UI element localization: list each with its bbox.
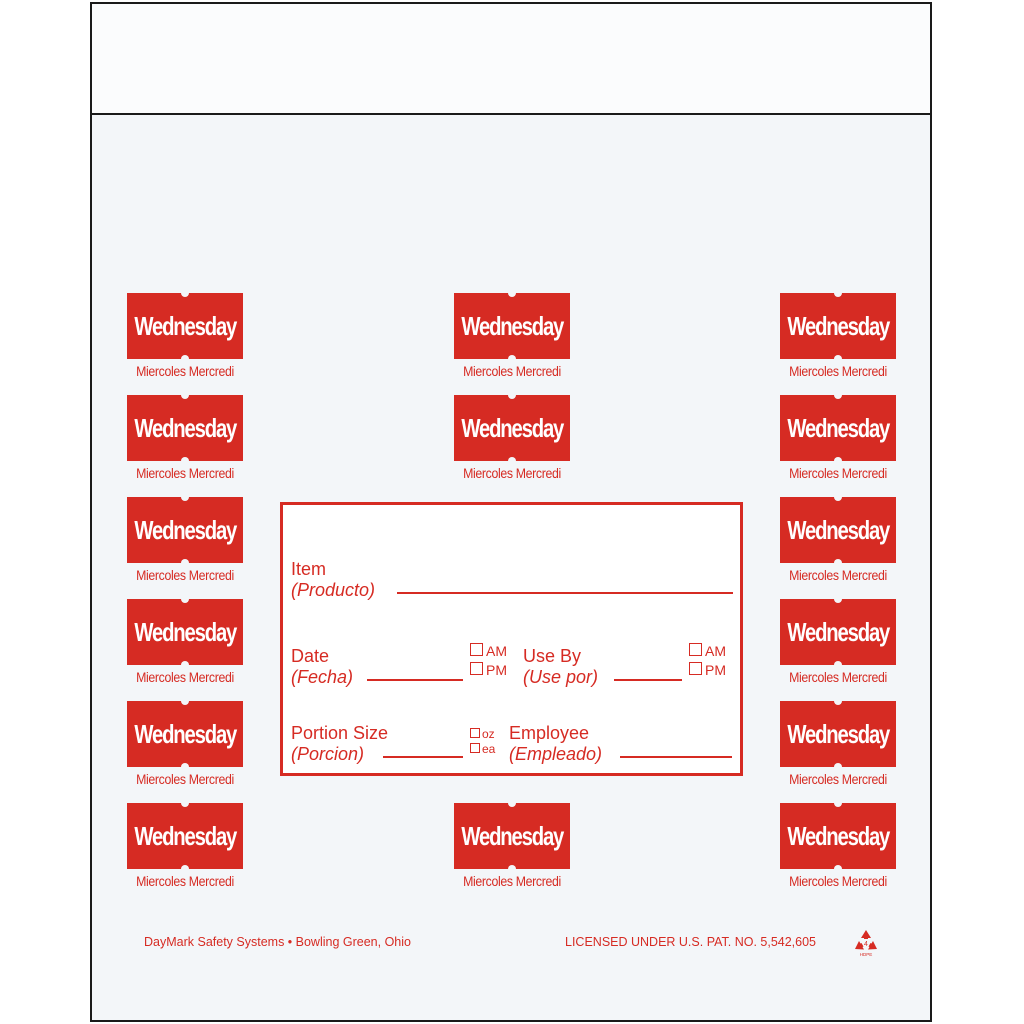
day-tag	[454, 803, 570, 889]
day-subtitle: Miercoles Mercredi	[136, 669, 234, 685]
day-tag	[780, 497, 896, 583]
day-label: Wednesday	[134, 310, 236, 341]
date-am-label: AM	[486, 643, 507, 659]
use-by-am-checkbox[interactable]	[689, 643, 702, 656]
day-tag	[127, 293, 243, 379]
label-form	[280, 502, 743, 776]
date-label-es: (Fecha)	[291, 667, 354, 687]
day-subtitle: Miercoles Mercredi	[136, 465, 234, 481]
day-subtitle: Miercoles Mercredi	[463, 873, 561, 889]
use-by-pm-checkbox[interactable]	[689, 662, 702, 675]
employee-label-es: (Empleado)	[509, 744, 603, 764]
day-tag	[780, 293, 896, 379]
day-subtitle: Miercoles Mercredi	[789, 771, 887, 787]
day-label: Wednesday	[787, 310, 889, 341]
use-by-am-label: AM	[705, 643, 726, 659]
portion-oz-checkbox[interactable]	[470, 728, 480, 738]
date-pm-label: PM	[486, 662, 507, 678]
day-subtitle: Miercoles Mercredi	[463, 465, 561, 481]
item-label: Item	[291, 559, 327, 579]
use-by-label-es: (Use por)	[523, 667, 599, 687]
day-subtitle: Miercoles Mercredi	[136, 567, 234, 583]
recycle-icon	[851, 927, 881, 957]
employee-label: Employee	[509, 723, 590, 743]
day-label: Wednesday	[787, 514, 889, 545]
day-label: Wednesday	[787, 616, 889, 647]
day-tag	[127, 599, 243, 685]
day-tag	[454, 395, 570, 481]
item-line[interactable]	[397, 592, 733, 594]
day-tag	[127, 395, 243, 481]
recycle-label: HDPE	[859, 952, 873, 957]
portion-ea-checkbox[interactable]	[470, 743, 480, 753]
date-line[interactable]	[367, 679, 463, 681]
date-label: Date	[291, 646, 330, 666]
portion-oz-label: oz	[482, 727, 495, 741]
day-label: Wednesday	[787, 718, 889, 749]
day-subtitle: Miercoles Mercredi	[789, 465, 887, 481]
item-label-es: (Producto)	[291, 580, 376, 600]
day-tag	[127, 497, 243, 583]
portion-line[interactable]	[383, 756, 463, 758]
day-subtitle: Miercoles Mercredi	[789, 567, 887, 583]
day-label: Wednesday	[461, 820, 563, 851]
day-label: Wednesday	[787, 412, 889, 443]
day-tag	[780, 701, 896, 787]
day-label: Wednesday	[134, 412, 236, 443]
day-subtitle: Miercoles Mercredi	[789, 873, 887, 889]
day-label: Wednesday	[787, 820, 889, 851]
day-tag	[127, 803, 243, 889]
portion-label: Portion Size	[291, 723, 389, 743]
day-subtitle: Miercoles Mercredi	[463, 363, 561, 379]
day-subtitle: Miercoles Mercredi	[789, 669, 887, 685]
date-am-checkbox[interactable]	[470, 643, 483, 656]
use-by-label: Use By	[523, 646, 582, 666]
day-subtitle: Miercoles Mercredi	[789, 363, 887, 379]
day-subtitle: Miercoles Mercredi	[136, 363, 234, 379]
day-tag	[780, 599, 896, 685]
day-tag	[780, 803, 896, 889]
day-tag	[780, 395, 896, 481]
portion-ea-label: ea	[482, 742, 496, 756]
day-tag	[127, 701, 243, 787]
day-label: Wednesday	[134, 718, 236, 749]
day-tag	[454, 293, 570, 379]
day-label: Wednesday	[134, 820, 236, 851]
date-pm-checkbox[interactable]	[470, 662, 483, 675]
use-by-pm-label: PM	[705, 662, 726, 678]
company-text: DayMark Safety Systems • Bowling Green, Ohio	[144, 935, 411, 949]
day-subtitle: Miercoles Mercredi	[136, 873, 234, 889]
portion-label-es: (Porcion)	[291, 744, 365, 764]
day-label: Wednesday	[134, 514, 236, 545]
day-label: Wednesday	[461, 412, 563, 443]
patent-text: LICENSED UNDER U.S. PAT. NO. 5,542,605	[565, 935, 817, 949]
recycle-code: 4	[864, 941, 868, 948]
day-subtitle: Miercoles Mercredi	[136, 771, 234, 787]
day-label: Wednesday	[461, 310, 563, 341]
day-label: Wednesday	[134, 616, 236, 647]
bag-flap	[92, 4, 930, 115]
employee-line[interactable]	[620, 756, 732, 758]
use-by-line[interactable]	[614, 679, 682, 681]
